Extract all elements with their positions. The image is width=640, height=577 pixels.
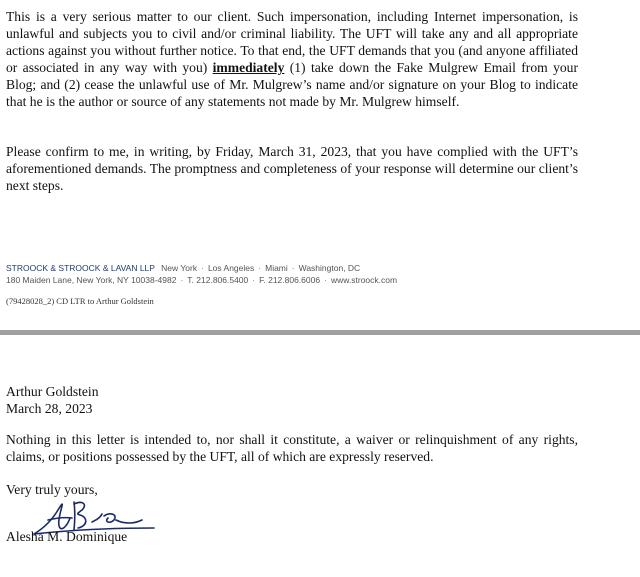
- office-washington: Washington, DC: [298, 263, 361, 273]
- firm-phone: T. 212.806.5400: [187, 275, 249, 285]
- office-new-york: New York: [161, 263, 198, 273]
- document-id: (79428028_2) CD LTR to Arthur Goldstein: [6, 296, 154, 306]
- emphasis-immediately: immediately: [212, 60, 285, 75]
- paragraph-confirm: Please confirm to me, in writing, by Friday, March 31, 2023, that you have complied with the UFT’s aforementioned demands. The promptness and completeness of your response will determine our client’s next steps.: [6, 144, 578, 193]
- office-los-angeles: Los Angeles: [207, 263, 255, 273]
- recipient-name: Arthur Goldstein: [6, 384, 99, 399]
- firm-website: www.stroock.com: [330, 275, 398, 285]
- letter-date: March 28, 2023: [6, 401, 93, 416]
- firm-fax: F. 212.806.6006: [259, 275, 321, 285]
- paragraph-demands-lead: This is a very serious matter to our client. Such impersonation, including Internet impersonation, is unlawful and subjects you to civil and/or criminal liability. The UFT will take any and all appropriate actions against you without further notice. To that end, the UFT demands that you (and anyone affiliated or associated in any way with you): [6, 9, 578, 75]
- office-miami: Miami: [265, 263, 288, 273]
- separator: ·: [180, 275, 184, 285]
- firm-name: STROOCK & STROOCK & LAVAN LLP: [6, 263, 155, 273]
- separator: ·: [324, 275, 327, 285]
- footer-line-2: [6, 274, 626, 286]
- paragraph-demands-tail: (1) take down the Fake Mulgrew Email from your Blog; and (2) cease the unlawful use of Mr. Mulgrew’s name and/or signature on your Blog to indicate that he is the author or source of any statements not made by Mr. Mulgrew himself.: [6, 60, 578, 109]
- letter-page-2: [0, 335, 640, 577]
- paragraph-demands: [6, 8, 578, 110]
- separator: ·: [252, 275, 256, 285]
- separator: ·: [258, 263, 262, 273]
- separator: ·: [201, 263, 204, 273]
- footer-line-1: [6, 262, 626, 274]
- paragraph-reservation: Nothing in this letter is intended to, nor shall it constitute, a waiver or relinquishment of any rights, claims, or positions possessed by the UFT, all of which are expressly reserved.: [6, 432, 578, 464]
- separator: ·: [291, 263, 295, 273]
- letterhead-footer: [6, 262, 626, 286]
- signer-name: Alesha M. Dominique: [6, 529, 128, 544]
- closing-salutation: Very truly yours,: [6, 482, 98, 497]
- firm-address: 180 Maiden Lane, New York, NY 10038-4982: [6, 275, 177, 285]
